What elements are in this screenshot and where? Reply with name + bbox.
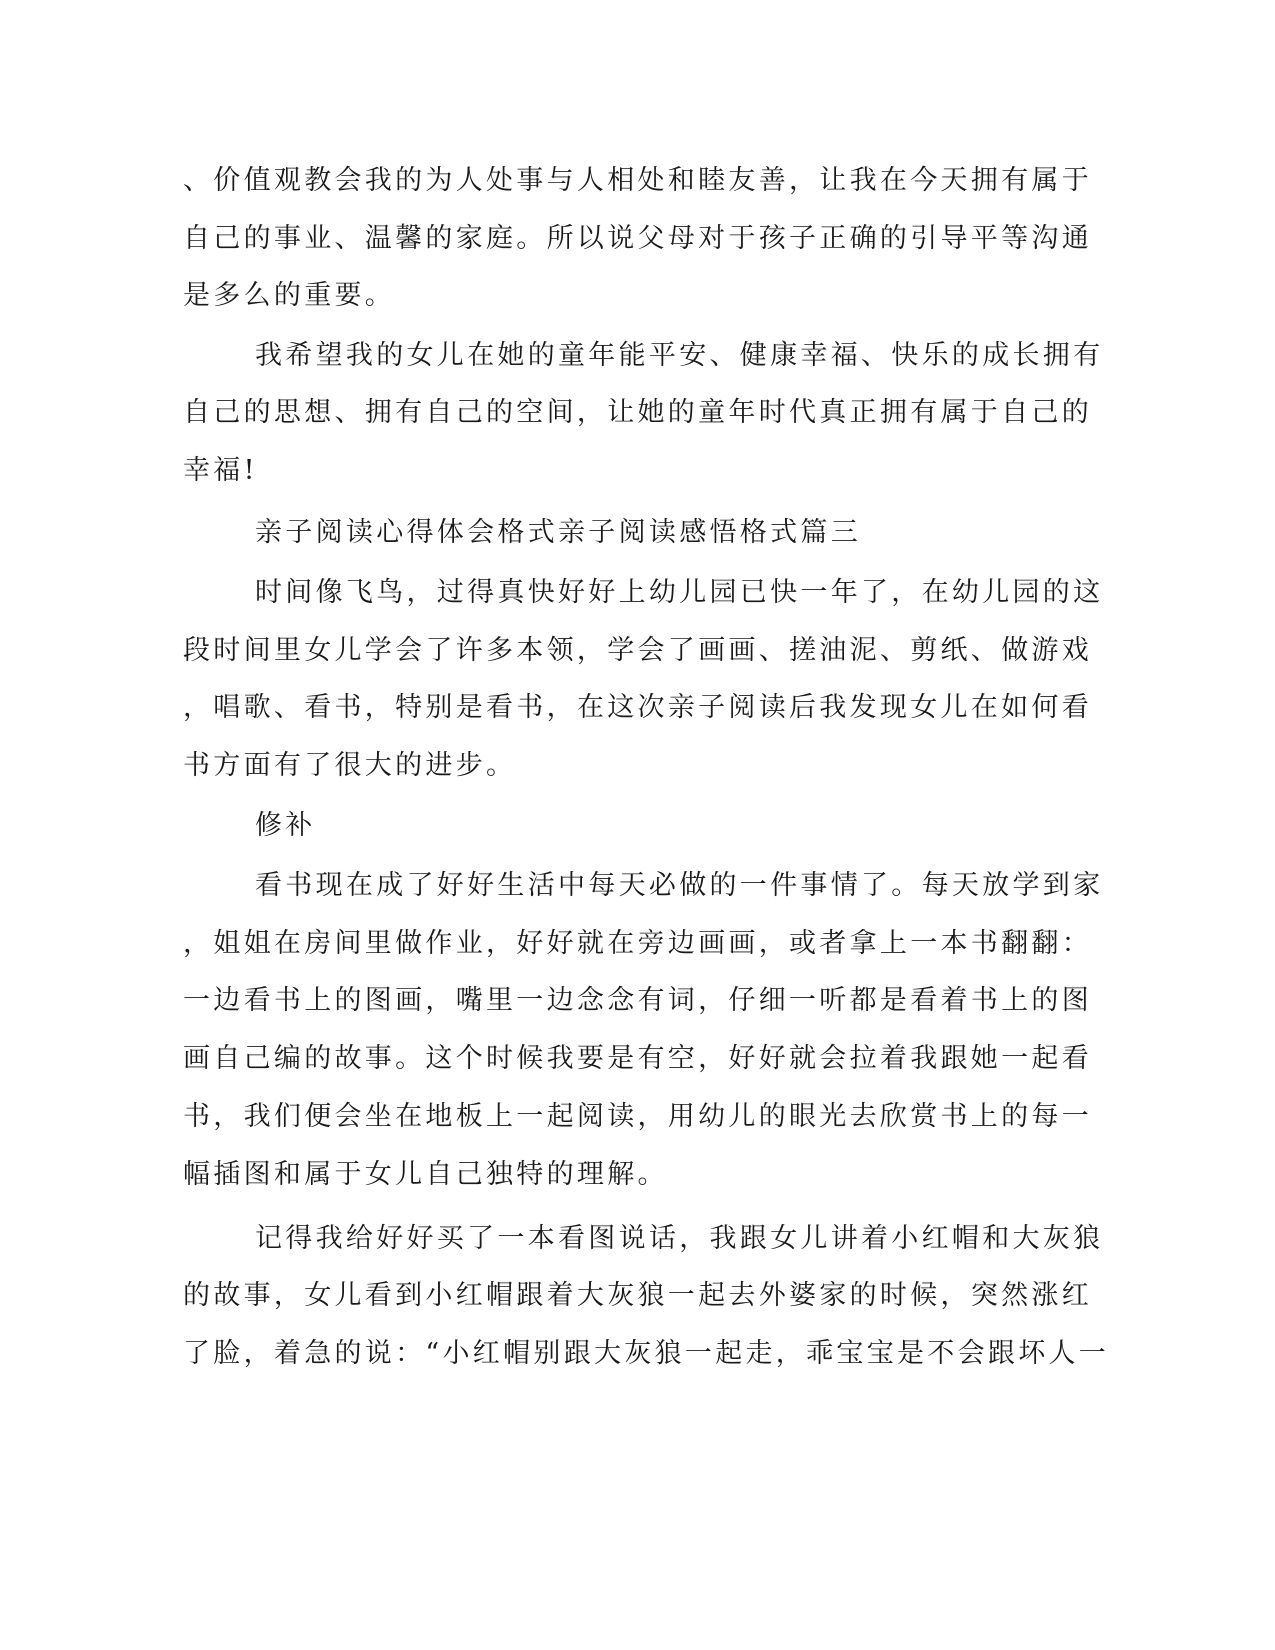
text-line: 画自己编的故事。这个时候我要是有空，好好就会拉着我跟她一起看 bbox=[183, 1043, 1092, 1074]
text-line: 书，我们便会坐在地板上一起阅读，用幼儿的眼光去欣赏书上的每一 bbox=[183, 1101, 1092, 1132]
text-line: 时间像飞鸟，过得真快好好上幼儿园已快一年了，在幼儿园的这 bbox=[255, 577, 1104, 608]
text-line: ，姐姐在房间里做作业，好好就在旁边画画，或者拿上一本书翻翻： bbox=[183, 928, 1092, 959]
text-line: 的故事，女儿看到小红帽跟着大灰狼一起去外婆家的时候，突然涨红 bbox=[183, 1280, 1092, 1311]
text-line: 自己的思想、拥有自己的空间，让她的童年时代真正拥有属于自己的 bbox=[183, 397, 1092, 428]
text-line: 看书现在成了好好生活中每天必做的一件事情了。每天放学到家 bbox=[255, 870, 1104, 901]
text-line: 一边看书上的图画，嘴里一边念念有词，仔细一听都是看着书上的图 bbox=[183, 985, 1092, 1016]
text-line: 是多么的重要。 bbox=[183, 280, 396, 311]
text-line: 幸福! bbox=[183, 455, 258, 486]
text-line: 书方面有了很大的进步。 bbox=[183, 750, 517, 781]
text-line: 记得我给好好买了一本看图说话，我跟女儿讲着小红帽和大灰狼 bbox=[255, 1223, 1104, 1254]
text-line: 幅插图和属于女儿自己独特的理解。 bbox=[183, 1159, 668, 1190]
section-heading: 亲子阅读心得体会格式亲子阅读感悟格式篇三 bbox=[255, 517, 861, 548]
text-line: 了脸，着急的说：“小红帽别跟大灰狼一起走，乖宝宝是不会跟坏人一 bbox=[183, 1338, 1110, 1369]
text-line: 修补 bbox=[255, 810, 316, 841]
text-line: 段时间里女儿学会了许多本领，学会了画画、搓油泥、剪纸、做游戏 bbox=[183, 635, 1092, 666]
text-line: 我希望我的女儿在她的童年能平安、健康幸福、快乐的成长拥有 bbox=[255, 340, 1104, 371]
text-line: ，唱歌、看书，特别是看书，在这次亲子阅读后我发现女儿在如何看 bbox=[183, 692, 1092, 723]
text-line: 自己的事业、温馨的家庭。所以说父母对于孩子正确的引导平等沟通 bbox=[183, 223, 1092, 254]
text-line: 、价值观教会我的为人处事与人相处和睦友善，让我在今天拥有属于 bbox=[183, 165, 1092, 196]
